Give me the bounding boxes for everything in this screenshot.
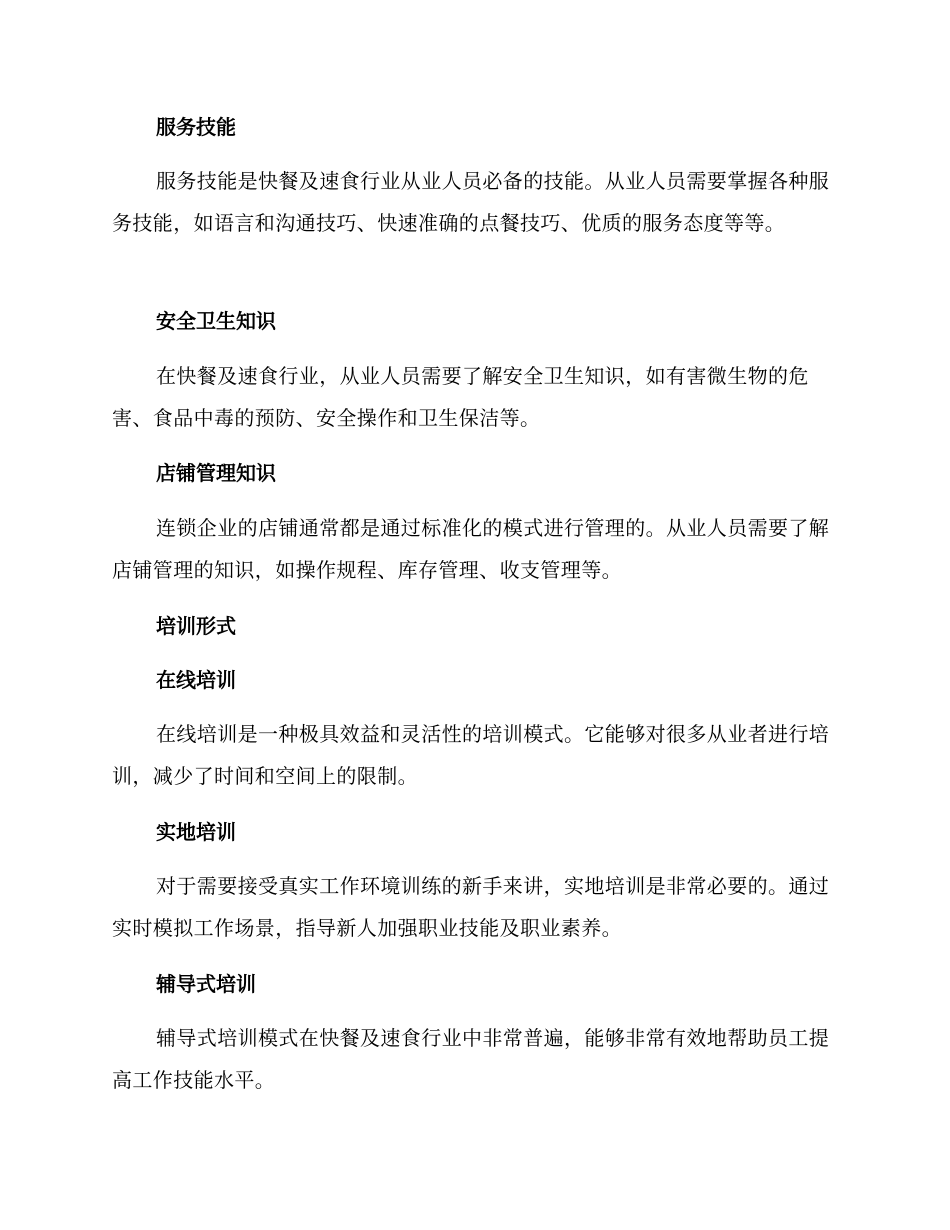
section-heading-safety-hygiene: 安全卫生知识 — [156, 309, 276, 333]
section-heading-service-skills: 服务技能 — [156, 115, 236, 139]
section-heading-store-management: 店铺管理知识 — [156, 461, 276, 485]
section-body-online-training: 在线培训是一种极具效益和灵活性的培训模式。它能够对很多从业者进行培训，减少了时间和空间上的限制。 — [112, 722, 830, 788]
section-body-coaching-training: 辅导式培训模式在快餐及速食行业中非常普遍，能够非常有效地帮助员工提高工作技能水平。 — [112, 1026, 830, 1092]
section-heading-training-forms: 培训形式 — [156, 614, 236, 638]
section-body-safety-hygiene: 在快餐及速食行业，从业人员需要了解安全卫生知识，如有害微生物的危害、食品中毒的预防、安全操作和卫生保洁等。 — [112, 364, 809, 430]
section-body-service-skills: 服务技能是快餐及速食行业从业人员必备的技能。从业人员需要掌握各种服务技能，如语言和沟通技巧、快速准确的点餐技巧、优质的服务态度等等。 — [112, 169, 830, 235]
section-body-store-management: 连锁企业的店铺通常都是通过标准化的模式进行管理的。从业人员需要了解店铺管理的知识，如操作规程、库存管理、收支管理等。 — [112, 516, 830, 582]
section-heading-onsite-training: 实地培训 — [156, 820, 236, 844]
section-heading-online-training: 在线培训 — [156, 668, 236, 692]
section-heading-coaching-training: 辅导式培训 — [156, 972, 256, 996]
section-body-onsite-training: 对于需要接受真实工作环境训练的新手来讲，实地培训是非常必要的。通过实时模拟工作场景，指导新人加强职业技能及职业素养。 — [112, 874, 830, 940]
